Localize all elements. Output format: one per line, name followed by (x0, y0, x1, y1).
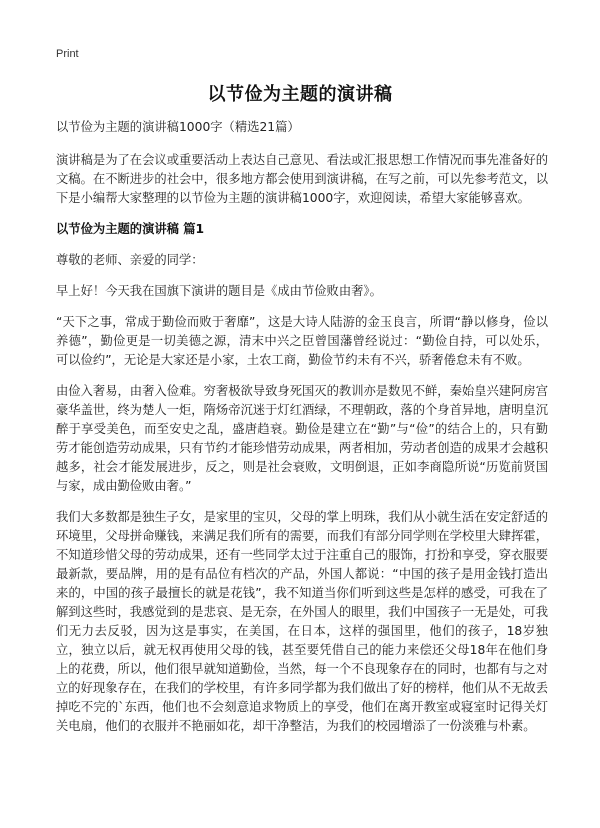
document-subtitle: 以节俭为主题的演讲稿1000字（精选21篇） (56, 120, 300, 134)
body-paragraph-2: 由俭入奢易，由奢入俭难。穷奢极欲导致身死国灭的教训亦是数见不鲜，秦始皇兴建阿房宫豪华盖世，终为楚人一炬，隋炀帝沉迷于灯红酒绿，不理朝政，落的个身首异地，唐明皇沉醉于享受美色，而至安史之乱，盛唐趋衰。勤俭是建立在“勤”与“俭”的结合上的，只有勤劳才能创造劳动成果，只有节约才能珍惜劳动成果，两者相加，劳动者创造的成果才会越积越多，社会才能发展进步，反之，则是社会衰败，文明倒退，正如李商隐所说“历览前贤国与家，成由勤俭败由奢。” (56, 384, 548, 493)
greeting-paragraph: 尊敬的老师、亲爱的同学： (56, 253, 204, 267)
intro-paragraph: 演讲稿是为了在会议或重要活动上表达自己意见、看法或汇报思想工作情况而事先准备好的文稿。在不断进步的社会中，很多地方都会使用到演讲稿，在写之前，可以先参考范文，以下是小编帮大家整理的以节俭为主题的演讲稿1000字，欢迎阅读，希望大家能够喜欢。 (56, 153, 548, 205)
opening-paragraph: 早上好！今天我在国旗下演讲的题目是《成由节俭败由奢》。 (56, 284, 382, 298)
body-paragraph-1: “天下之事，常成于勤俭而败于奢靡”，这是大诗人陆游的金玉良言，所谓“静以修身，俭以养德”，勤俭更是一切美德之源，清末中兴之臣曾国藩曾经说过：“勤俭自持，可以处乐，可以俭约”，无论是大家还是小家，土农工商，勤俭节约未有不兴，骄奢倦怠未有不败。 (56, 315, 548, 367)
body-paragraph-3: 我们大多数都是独生子女，是家里的宝贝，父母的掌上明珠，我们从小就生活在安定舒适的环境里，父母拼命赚钱，来满足我们所有的需要，而我们有部分同学则在学校里大肆挥霍，不知道珍惜父母的劳动成果，还有一些同学太过于注重自己的服饰，打扮和享受，穿衣服要最新款，要品牌，用的是有品位有档次的产品，外国人都说：“中国的孩子是用金钱打造出来的，中国的孩子最擅长的就是花钱”，我不知道当你们听到这些是怎样的感受，可我在了解到这些时，我感觉到的是悲哀、是无奈，在外国人的眼里，我们中国孩子一无是处，可我们无力去反驳，因为这是事实，在美国，在日本，这样的强国里，他们的孩子，18岁独立，独立以后，就无权再使用父母的钱，甚至要凭借自己的能力来偿还父母18年在他们身上的花费，所以，他们很早就知道勤俭，当然，每一个不良现象存在的同时，也都有与之对立的好现象存在，在我们的学校里，有许多同学都为我们做出了好的榜样，他们从不无故丢掉吃不完的`东西，他们也不会刻意追求物质上的享受，他们在离开教室或寝室时记得关灯关电扇，他们的衣服并不艳丽如花，却干净整洁，为我们的校园增添了一份淡雅与朴素。 (56, 510, 548, 733)
page-title: 以节俭为主题的演讲稿 (207, 84, 393, 105)
print-link[interactable]: Print (56, 48, 79, 60)
section-heading: 以节俭为主题的演讲稿 篇1 (56, 222, 205, 236)
document-body (56, 118, 548, 748)
